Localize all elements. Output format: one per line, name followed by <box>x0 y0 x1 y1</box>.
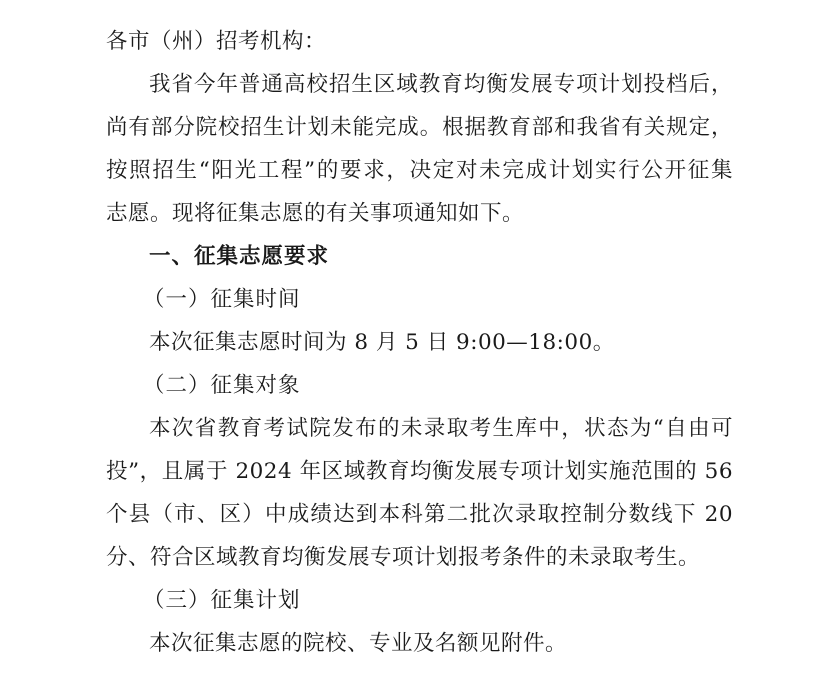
section-1-sub-1-body: 本次征集志愿时间为 8 月 5 日 9:00—18:00。 <box>149 330 615 355</box>
salutation: 各市（州）招考机构： <box>106 29 327 54</box>
section-1-sub-2-body-line-1: 本次省教育考试院发布的未录取考生库中，状态为“自由可 <box>149 416 733 441</box>
section-1-sub-3-body: 本次征集志愿的院校、专业及名额见附件。 <box>149 631 568 656</box>
section-1-sub-2-body-line-3: 个县（市、区）中成绩达到本科第二批次录取控制分数线下 20 <box>106 502 733 527</box>
section-1-sub-1-title: （一）征集时间 <box>143 287 301 312</box>
section-1-sub-3-title: （三）征集计划 <box>143 588 301 613</box>
intro-line-2: 尚有部分院校招生计划未能完成。根据教育部和我省有关规定， <box>106 115 733 140</box>
section-1-sub-2-body-line-4: 分、符合区域教育均衡发展专项计划报考条件的未录取考生。 <box>106 545 701 570</box>
section-1-title: 一、征集志愿要求 <box>149 244 330 269</box>
intro-line-1: 我省今年普通高校招生区域教育均衡发展专项计划投档后， <box>149 72 733 97</box>
intro-line-3: 按照招生“阳光工程”的要求，决定对未完成计划实行公开征集 <box>106 158 733 183</box>
section-1-sub-2-body-line-2: 投”，且属于 2024 年区域教育均衡发展专项计划实施范围的 56 <box>106 459 733 484</box>
section-1-sub-2-title: （二）征集对象 <box>143 373 301 398</box>
intro-line-4: 志愿。现将征集志愿的有关事项通知如下。 <box>106 201 525 226</box>
